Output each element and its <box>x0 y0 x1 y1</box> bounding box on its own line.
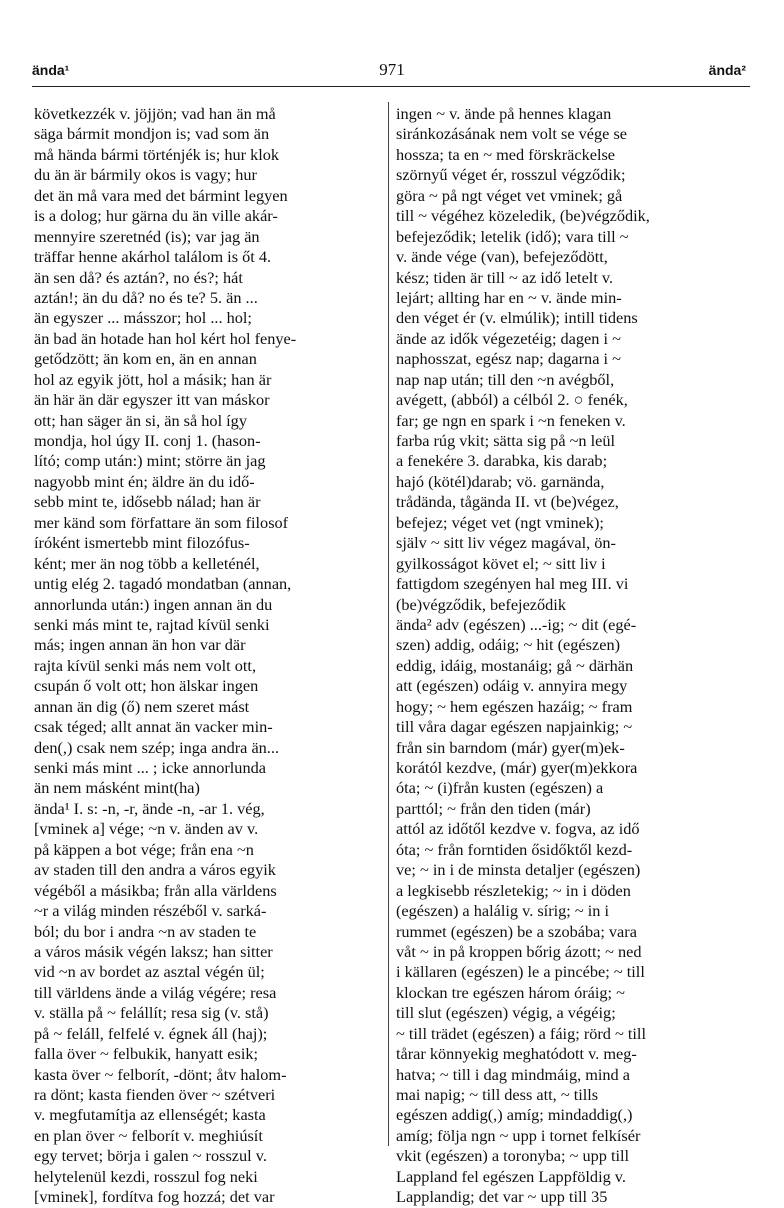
text-line: v. ställa på ~ felállít; resa sig (v. stå) <box>34 1003 269 1023</box>
text-line: [vminek], fordítva fog hozzá; det var <box>34 1187 275 1207</box>
text-line: ände az idők végezetéig; dagen i ~ <box>396 328 621 348</box>
text-line: hajó (kötél)darab; vö. garnända, <box>396 471 605 491</box>
text-line: hatva; ~ till i dag mindmáig, mind a <box>396 1064 630 1084</box>
text-line: más; ingen annan än hon var där <box>34 635 246 655</box>
text-line: ända² adv (egészen) ...-ig; ~ dit (egé- <box>396 614 637 634</box>
text-line: farba rúg vkit; sätta sig på ~n leül <box>396 431 616 450</box>
text-line: fattigdom szegényen hal meg III. vi <box>396 574 629 594</box>
text-line: v. ände vége (van), befejeződött, <box>396 247 608 267</box>
text-line: korától kezdve, (már) gyer(m)ekkora <box>396 758 638 777</box>
text-line: av staden till den andra a város egyik <box>34 860 276 880</box>
text-line: Lappland fel egészen Lappföldig v. <box>396 1166 626 1186</box>
right-column <box>396 104 706 1208</box>
text-line: szörnyű véget ér, rosszul végződik; <box>396 165 626 185</box>
text-line: en plan över ~ felborít v. meghiúsít <box>34 1125 263 1145</box>
text-line: än nem másként mint(ha) <box>34 778 200 798</box>
text-line: annorlunda után:) ingen annan än du <box>34 594 273 614</box>
text-line: is a dolog; hur gärna du än ville akár- <box>34 206 278 226</box>
text-line: mondja, hol úgy II. conj 1. (hason- <box>34 431 261 450</box>
text-line: vid ~n av bordet az asztal végén ül; <box>34 962 265 982</box>
text-line: lító; comp után:) mint; större än jag <box>34 451 266 471</box>
text-line: klockan tre egészen három óráig; ~ <box>396 982 625 1002</box>
text-line: következzék v. jöjjön; vad han än må <box>34 104 276 123</box>
text-line: mai napig; ~ till dess att, ~ tills <box>396 1085 599 1104</box>
text-line: ként; mer än nog több a kelleténél, <box>34 553 260 573</box>
text-line: sebb mint te, idősebb nálad; han är <box>34 492 261 512</box>
header-left-guide-word: ända¹ <box>32 62 70 78</box>
text-line: hol az egyik jött, hol a másik; han är <box>34 369 272 389</box>
text-line: egy tervet; börja i galen ~ rosszul v. <box>34 1146 267 1166</box>
text-line: vkit (egészen) a toronyba; ~ upp till <box>396 1146 630 1166</box>
left-column <box>34 104 356 1208</box>
text-line: csak téged; allt annat än vacker min- <box>34 717 273 737</box>
text-line: till ~ végéhez közeledik, (be)végződik, <box>396 206 650 226</box>
text-line: siránkozásának nem volt se vége se <box>396 124 628 144</box>
text-line: ingen ~ v. ände på hennes klagan <box>396 104 612 123</box>
text-line: attól az időtől kezdve v. fogva, az idő <box>396 819 640 839</box>
text-line: íróként ismertebb mint filozófus- <box>34 533 250 553</box>
text-line: kasta över ~ felborít, -dönt; åtv halom- <box>34 1064 287 1084</box>
text-line: a város másik végén laksz; han sitter <box>34 941 273 961</box>
text-line: säga bármit mondjon is; vad som än <box>34 124 270 144</box>
text-line: lejárt; allting har en ~ v. ände min- <box>396 287 622 307</box>
text-line: trådända, tågända II. vt (be)végez, <box>396 492 619 512</box>
text-line: ra dönt; kasta fienden över ~ szétveri <box>34 1085 276 1104</box>
text-line: [vminek a] vége; ~n v. änden av v. <box>34 819 259 839</box>
text-line: än här än där egyszer itt van máskor <box>34 390 270 410</box>
text-line: far; ge ngn en spark i ~n feneken v. <box>396 410 626 430</box>
text-line: till världens ände a világ végére; resa <box>34 982 277 1002</box>
text-line: ból; du bor i andra ~n av staden te <box>34 921 257 941</box>
text-line: ~r a világ minden részéből v. sarká- <box>34 901 267 921</box>
column-divider <box>388 102 389 1146</box>
text-line: aztán!; än du då? no és te? 5. än ... <box>34 287 258 307</box>
text-line: träffar henne akárhol találom is őt 4. <box>34 247 272 267</box>
text-line: än egyszer ... másszor; hol ... hol; <box>34 308 252 328</box>
text-line: annan än dig (ő) nem szeret mást <box>34 696 250 716</box>
text-line: själv ~ sitt liv végez magával, ön- <box>396 533 616 553</box>
text-line: ~ till trädet (egészen) a fáig; rörd ~ till <box>396 1023 646 1043</box>
text-line: csupán ő volt ott; hon älskar ingen <box>34 676 259 696</box>
text-line: egészen addig(,) amíg; mindaddig(,) <box>396 1105 633 1125</box>
text-line: amíg; följa ngn ~ upp i tornet felkísér <box>396 1125 641 1145</box>
text-line: göra ~ på ngt véget vet vminek; gå <box>396 185 623 205</box>
text-line: att (egészen) odáig v. annyira megy <box>396 676 628 696</box>
text-line: óta; ~ från forntiden ősidőktől kezd- <box>396 839 633 859</box>
text-line: må hända bármi történjék is; hur klok <box>34 144 280 164</box>
text-line: mer känd som författare än som filosof <box>34 512 289 532</box>
text-line: på käppen a bot vége; från ena ~n <box>34 839 254 859</box>
text-line: till våra dagar egészen napjainkig; ~ <box>396 717 633 737</box>
text-line: ott; han säger än si, än så hol így <box>34 410 247 430</box>
text-line: eddig, idáig, mostanáig; gå ~ därhän <box>396 655 634 675</box>
text-line: szen) addig, odáig; ~ hit (egészen) <box>396 635 621 655</box>
text-line: helytelenül kezdi, rosszul fog neki <box>34 1166 258 1186</box>
text-line: våt ~ in på kroppen bőrig ázott; ~ ned <box>396 941 642 961</box>
text-line: a fenekére 3. darabka, kis darab; <box>396 451 608 471</box>
text-line: v. megfutamítja az ellenségét; kasta <box>34 1105 266 1125</box>
text-line: rummet (egészen) be a szobába; vara <box>396 921 637 941</box>
text-line: végéből a másikba; från alla världens <box>34 880 277 900</box>
text-line: den(,) csak nem szép; inga andra än... <box>34 737 280 757</box>
text-line: naphosszat, egész nap; dagarna i ~ <box>396 349 621 369</box>
text-line: falla över ~ felbukik, hanyatt esik; <box>34 1044 259 1064</box>
header-rule <box>32 86 750 87</box>
text-line: befejeződik; letelik (idő); vara till ~ <box>396 226 629 246</box>
text-line: tårar könnyekig meghatódott v. meg- <box>396 1044 637 1064</box>
text-line: a legkisebb részletekig; ~ in i döden <box>396 880 631 900</box>
text-line: untig elég 2. tagadó mondatban (annan, <box>34 574 292 594</box>
text-line: ve; ~ in i de minsta detaljer (egészen) <box>396 860 641 880</box>
text-line: avégett, (abból) a célból 2. ○ fenék, <box>396 390 628 410</box>
text-line: från sin barndom (már) gyer(m)ek- <box>396 737 625 757</box>
text-line: kész; tiden är till ~ az idő letelt v. <box>396 267 614 287</box>
text-line: rajta kívül senki más nem volt ott, <box>34 655 257 675</box>
text-line: mennyire szeretnéd (is); var jag än <box>34 226 260 246</box>
text-line: ända¹ I. s: -n, -r, ände -n, -ar 1. vég, <box>34 798 265 818</box>
text-line: du än är bármily okos is vagy; hur <box>34 165 257 185</box>
text-line: (egészen) a halálig v. sírig; ~ in i <box>396 901 610 921</box>
text-line: gyilkosságot követ el; ~ sitt liv i <box>396 553 606 573</box>
text-line: hossza; ta en ~ med förskräckelse <box>396 144 616 164</box>
text-line: till slut (egészen) végig, a végéig; <box>396 1003 616 1023</box>
text-line: senki más mint te, rajtad kívül senki <box>34 614 270 634</box>
text-line: Lapplandig; det var ~ upp till 35 <box>396 1187 608 1207</box>
text-line: i källaren (egészen) le a pincébe; ~ till <box>396 962 645 982</box>
header-right-guide-word: ända² <box>708 62 746 78</box>
text-line: óta; ~ (i)från kusten (egészen) a <box>396 778 604 798</box>
text-line: getődzött; än kom en, än en annan <box>34 349 257 369</box>
text-line: senki más mint ... ; icke annorlunda <box>34 758 266 777</box>
text-line: befejez; véget vet (ngt vminek); <box>396 512 604 532</box>
text-line: hogy; ~ hem egészen hazáig; ~ fram <box>396 696 633 716</box>
text-line: det än må vara med det bármint legyen <box>34 185 288 205</box>
text-line: nap nap után; till den ~n avégből, <box>396 369 615 389</box>
text-line: parttól; ~ från den tiden (már) <box>396 798 591 818</box>
text-line: på ~ feláll, felfelé v. égnek áll (haj); <box>34 1023 268 1043</box>
text-line: än bad än hotade han hol kért hol fenye- <box>34 328 297 348</box>
text-line: den véget ér (v. elmúlik); intill tidens <box>396 308 638 328</box>
page-number: 971 <box>379 60 405 79</box>
text-line: nagyobb mint én; äldre än du idő- <box>34 471 255 491</box>
text-line: än sen då? és aztán?, no és?; hát <box>34 267 243 287</box>
text-line: (be)végződik, befejeződik <box>396 594 566 614</box>
